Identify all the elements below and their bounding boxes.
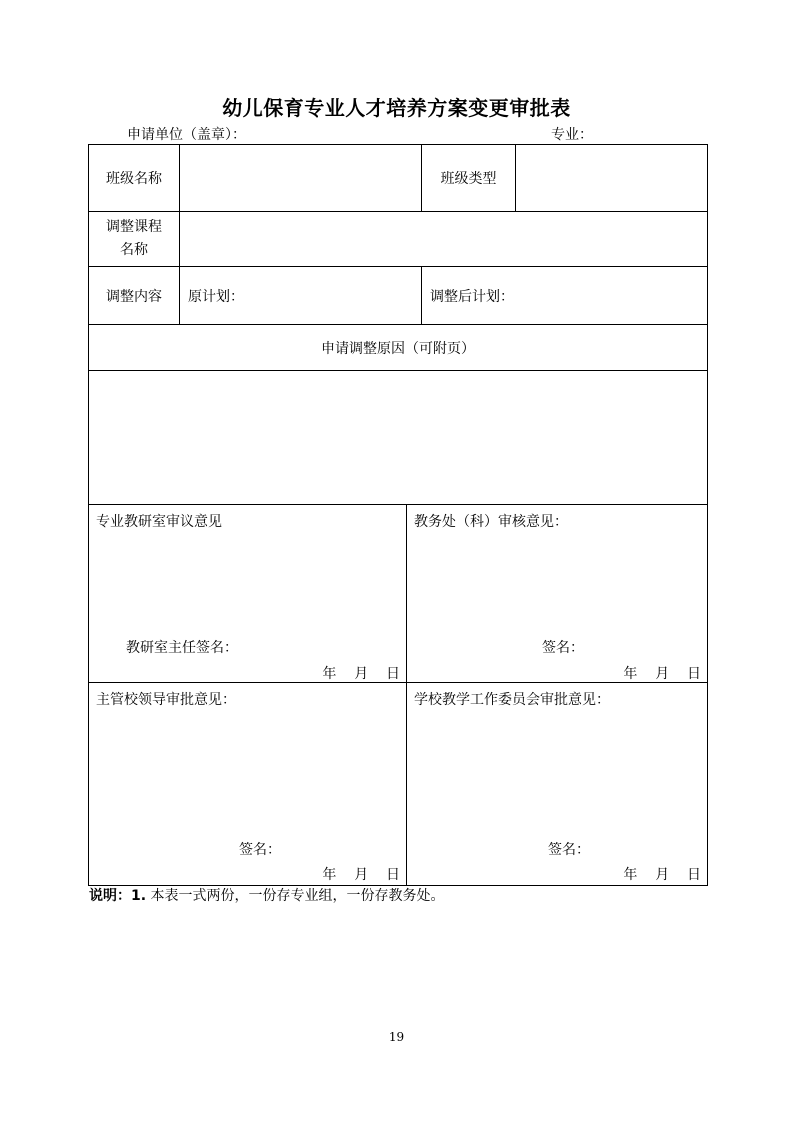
class-type-label: 班级类型 [422,145,516,212]
class-row [89,145,708,212]
class-name-label: 班级名称 [89,145,180,212]
note [89,887,445,905]
academic-opinion-cell[interactable] [407,505,708,683]
note-prefix: 说明：1. [89,888,147,904]
dept-sign-label: 教研室主任签名： [126,640,238,656]
course-name-label-line2: 名称 [120,242,148,258]
reason-label: 申请调整原因（可附页） [89,325,708,371]
committee-sign-label: 签名： [548,842,590,858]
dept-date: 年 月 日 [322,666,400,682]
leader-opinion-cell[interactable] [89,683,407,886]
committee-opinion-cell[interactable] [407,683,708,886]
class-type-field[interactable] [516,145,708,212]
course-name-label-line1: 调整课程 [106,219,162,235]
leader-date: 年 月 日 [322,867,400,883]
approval-row-2 [89,683,708,886]
original-plan-label: 原计划： [188,288,244,305]
leader-sign-label: 签名： [239,842,281,858]
adjusted-plan-field[interactable] [422,267,708,325]
content-label: 调整内容 [89,267,180,325]
reason-field[interactable] [89,371,708,505]
major-label: 专业： [551,127,593,143]
course-row [89,212,708,267]
reason-row [89,371,708,505]
dept-opinion-cell[interactable] [89,505,407,683]
class-name-field[interactable] [180,145,422,212]
content-row [89,267,708,325]
committee-opinion-title: 学校教学工作委员会审批意见： [414,692,610,708]
original-plan-field[interactable] [180,267,422,325]
applicant-unit-label: 申请单位（盖章）： [127,127,246,143]
page-number: 19 [388,1030,405,1044]
course-name-field[interactable] [180,212,708,267]
approval-row-1 [89,505,708,683]
dept-opinion-title: 专业教研室审议意见 [96,514,222,530]
adjusted-plan-label: 调整后计划： [430,288,514,305]
academic-date: 年 月 日 [623,666,701,682]
approval-form-table [88,144,708,886]
academic-sign-label: 签名： [542,640,584,656]
academic-opinion-title: 教务处（科）审核意见： [414,514,568,530]
course-name-label [89,212,180,267]
reason-header-row [89,325,708,371]
committee-date: 年 月 日 [623,867,701,883]
leader-opinion-title: 主管校领导审批意见： [96,692,236,708]
note-text: 本表一式两份，一份存专业组，一份存教务处。 [146,888,445,904]
form-title: 幼儿保育专业人才培养方案变更审批表 [222,96,571,120]
